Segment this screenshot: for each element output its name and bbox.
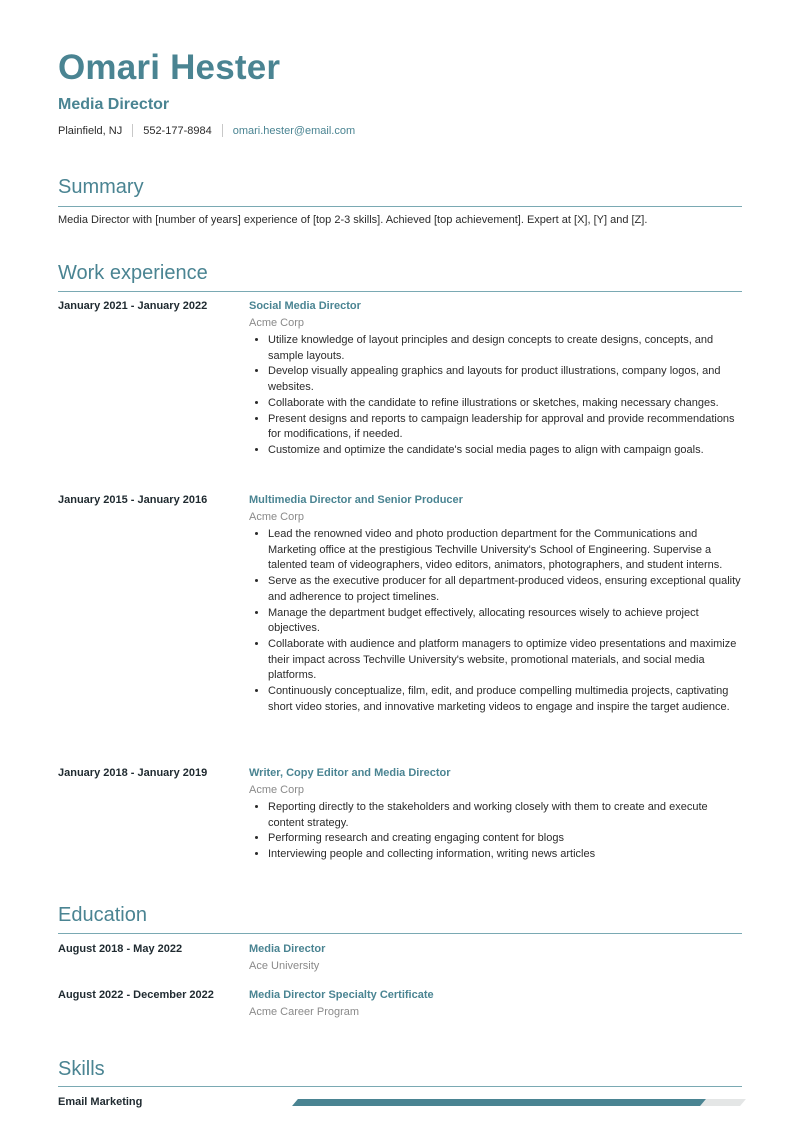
summary-rule [58,206,742,207]
work-entry-date: January 2021 - January 2022 [58,300,208,312]
education-entry-date: August 2018 - May 2022 [58,943,183,955]
bullet-item: • Serve as the executive producer for all department-produced videos, ensuring exceptional quality and adherence to project timelines. [268,574,742,605]
location-text: Plainfield, NJ [58,124,123,137]
education-entry-org: Acme Career Program [249,1006,360,1018]
work-entry-bullets [249,800,742,863]
bullet-item: • Develop visually appealing graphics and layouts for product illustrations, company logos, and websites. [268,364,742,395]
skills-rule [58,1086,742,1087]
bullet-item: • Collaborate with the candidate to refine illustrations or sketches, making necessary changes. [268,396,742,412]
work-entry-title: Multimedia Director and Senior Producer [249,494,463,506]
work-entry-date: January 2015 - January 2016 [58,494,208,506]
skill-level-fill [292,1099,706,1106]
contact-divider [132,124,133,137]
skill-name: Email Marketing [58,1096,143,1108]
education-entry-date: August 2022 - December 2022 [58,989,214,1001]
bullet-item: • Interviewing people and collecting information, writing news articles [268,847,742,863]
bullet-item: • Manage the department budget effectively, allocating resources wisely to achieve project objectives. [268,606,742,637]
summary-heading: Summary [58,176,144,198]
bullet-item: • Reporting directly to the stakeholders and working closely with them to create and execute content strategy. [268,800,742,831]
bullet-item: • Utilize knowledge of layout principles and design concepts to create designs, concepts, and sample layouts. [268,333,742,364]
work-heading: Work experience [58,262,208,284]
skill-level-bar [295,1099,743,1106]
work-entry-date: January 2018 - January 2019 [58,767,208,779]
education-heading: Education [58,904,147,926]
skills-heading: Skills [58,1058,105,1080]
bullet-item: • Continuously conceptualize, film, edit, and produce compelling multimedia projects, captivating short video stories, and innovative marketing videos to engage and inspire the target audience. [268,684,742,715]
education-rule [58,933,742,934]
work-rule [58,291,742,292]
summary-text: Media Director with [number of years] experience of [top 2-3 skills]. Achieved [top achievement]. Expert at [X], [Y] and [Z]. [58,214,648,226]
work-entry-bullets [249,527,742,715]
contact-line [58,124,355,137]
work-entry-bullets [249,333,742,459]
work-entry-title: Social Media Director [249,300,361,312]
bullet-item: • Customize and optimize the candidate's social media pages to align with campaign goals. [268,443,742,459]
bullet-item: • Collaborate with audience and platform managers to optimize video presentations and maximize their impact across Techville University's website, promotional materials, and social media platforms. [268,637,742,684]
work-entry-org: Acme Corp [249,784,305,796]
contact-divider [222,124,223,137]
candidate-role: Media Director [58,96,170,113]
bullet-item: • Present designs and reports to campaign leadership for approval and provide recommendations for modifications, if needed. [268,412,742,443]
work-entry-title: Writer, Copy Editor and Media Director [249,767,451,779]
phone-text: 552-177-8984 [143,124,212,137]
email-link[interactable]: omari.hester@email.com [232,124,356,137]
education-entry-org: Ace University [249,960,320,972]
bullet-item: • Performing research and creating engaging content for blogs [268,831,742,847]
work-entry-org: Acme Corp [249,511,305,523]
bullet-item: • Lead the renowned video and photo production department for the Communications and Marketing office at the prestigious Techville University's School of Engineering. Supervise a talented team of videographers, video editors, animators, photographers, and student interns. [268,527,742,574]
education-entry-title: Media Director Specialty Certificate [249,989,434,1001]
education-entry-title: Media Director [249,943,326,955]
work-entry-org: Acme Corp [249,317,305,329]
candidate-name: Omari Hester [58,48,281,87]
